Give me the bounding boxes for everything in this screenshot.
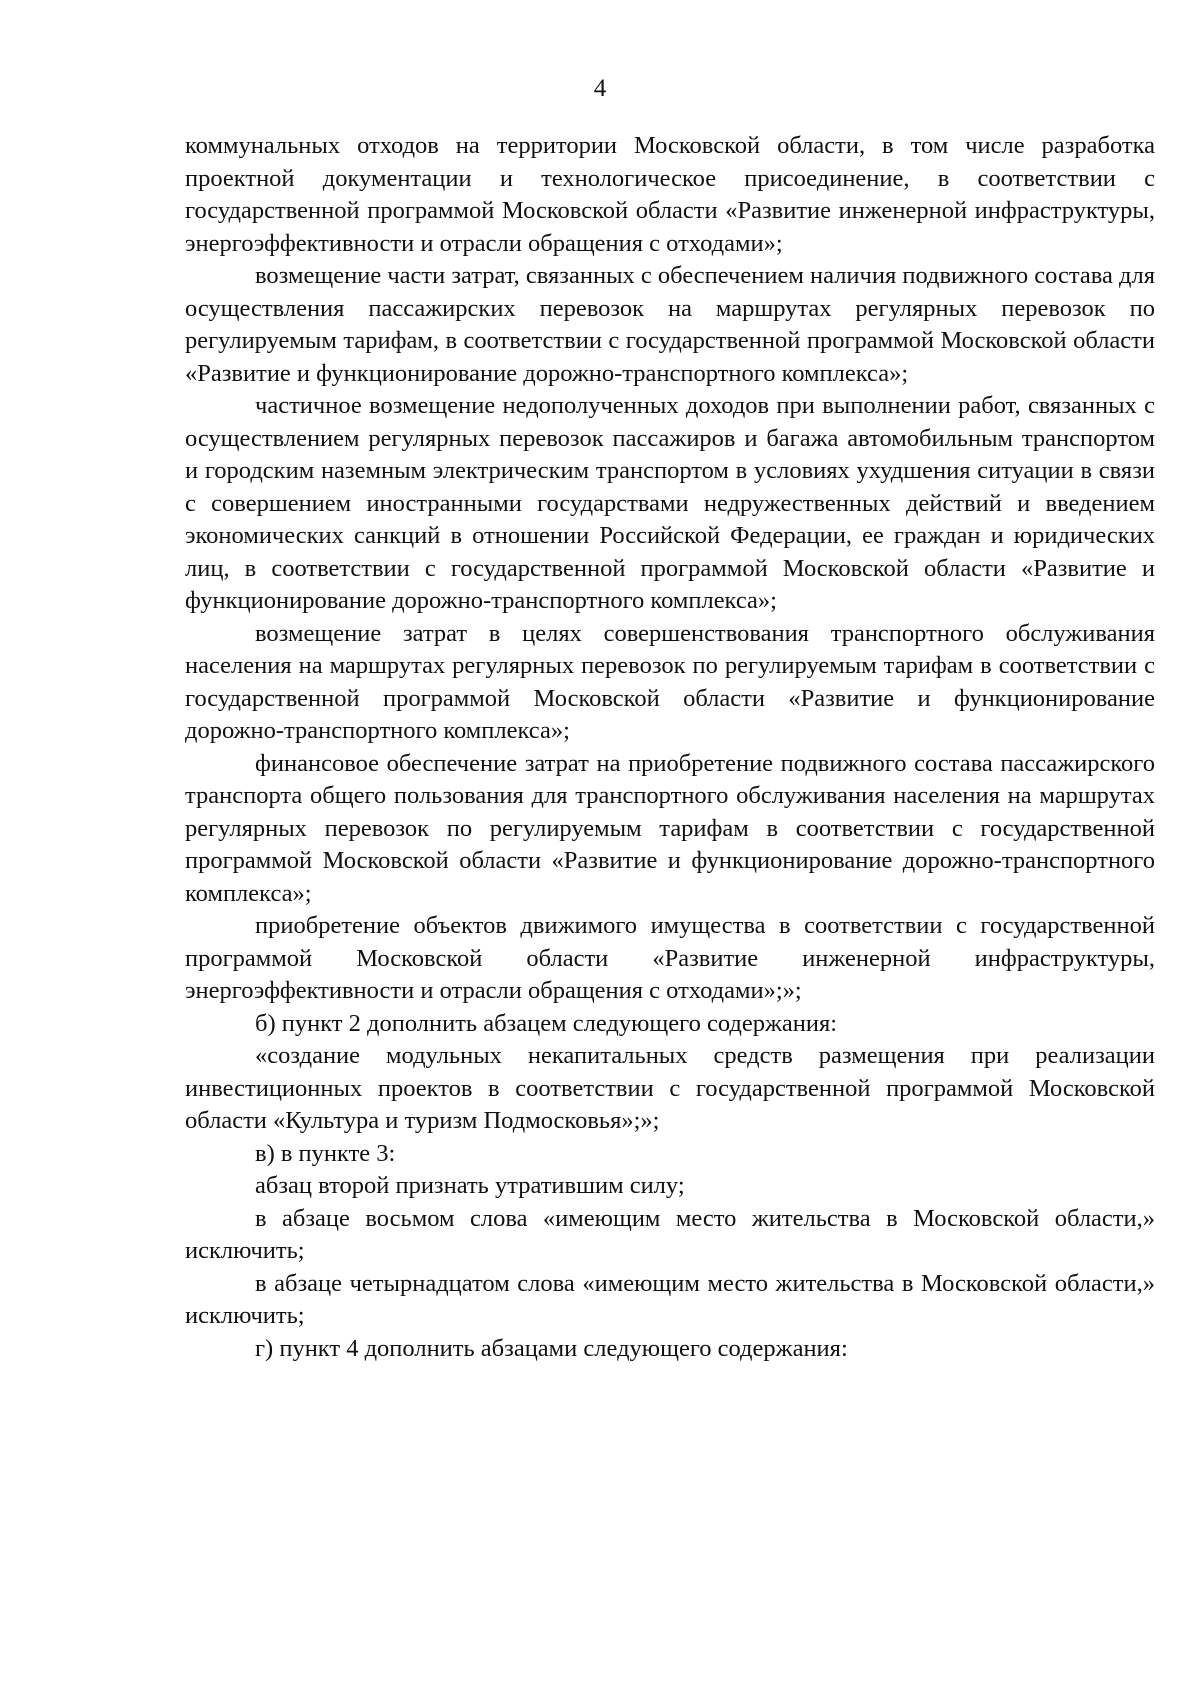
paragraph: частичное возмещение недополученных доходов при выполнении работ, связанных с осуществлением регулярных перевозок пассажиров и багажа автомобильным транспортом и городским наземным электрическим транспортом в условиях ухудшения ситуации в связи с совершением иностранными государствами недружественных действий и введением экономических санкций в отношении Российской Федерации, ее граждан и юридических лиц, в соответствии с государственной программой Московской области «Развитие и функционирование дорожно-транспортного комплекса»; <box>185 392 1155 614</box>
paragraph: в абзаце восьмом слова «имеющим место жительства в Московской области,» исключить; <box>185 1204 1155 1264</box>
paragraph-quoted-amendment: «создание модульных некапитальных средств размещения при реализации инвестиционных проектов в соответствии с государственной программой Московской области «Культура и туризм Подмосковья»;»; <box>185 1042 1155 1134</box>
page-number: 4 <box>593 75 607 102</box>
paragraph-subitem-v: в) в пункте 3: <box>255 1139 396 1167</box>
paragraph: финансовое обеспечение затрат на приобретение подвижного состава пассажирского транспорта общего пользования для транспортного обслуживания населения на маршрутах регулярных перевозок по регулируемым тарифам в соответствии с государственной программой Московской области «Развитие и функционирование дорожно-транспортного комплекса»; <box>185 749 1155 907</box>
paragraph-subitem-g: г) пункт 4 дополнить абзацами следующего содержания: <box>255 1334 848 1362</box>
paragraph: возмещение затрат в целях совершенствования транспортного обслуживания населения на маршрутах регулярных перевозок по регулируемым тарифам в соответствии с государственной программой Московской области «Развитие и функционирование дорожно-транспортного комплекса»; <box>185 619 1155 744</box>
paragraph: приобретение объектов движимого имущества в соответствии с государственной программой Московской области «Развитие инженерной инфраструктуры, энергоэффективности и отрасли обращения с отходами»;»; <box>185 912 1155 1004</box>
paragraph: возмещение части затрат, связанных с обеспечением наличия подвижного состава для осуществления пассажирских перевозок на маршрутах регулярных перевозок по регулируемым тарифам, в соответствии с государственной программой Московской области «Развитие и функционирование дорожно-транспортного комплекса»; <box>185 262 1155 387</box>
document-body <box>185 130 1155 1365</box>
paragraph: в абзаце четырнадцатом слова «имеющим место жительства в Московской области,» исключить; <box>185 1269 1155 1329</box>
paragraph-subitem-b: б) пункт 2 дополнить абзацем следующего содержания: <box>255 1009 838 1037</box>
paragraph: абзац второй признать утратившим силу; <box>255 1172 685 1199</box>
paragraph-continuation: коммунальных отходов на территории Московской области, в том числе разработка проектной документации и технологическое присоединение, в соответствии с государственной программой Московской области «Развитие инженерной инфраструктуры, энергоэффективности и отрасли обращения с отходами»; <box>185 132 1155 257</box>
